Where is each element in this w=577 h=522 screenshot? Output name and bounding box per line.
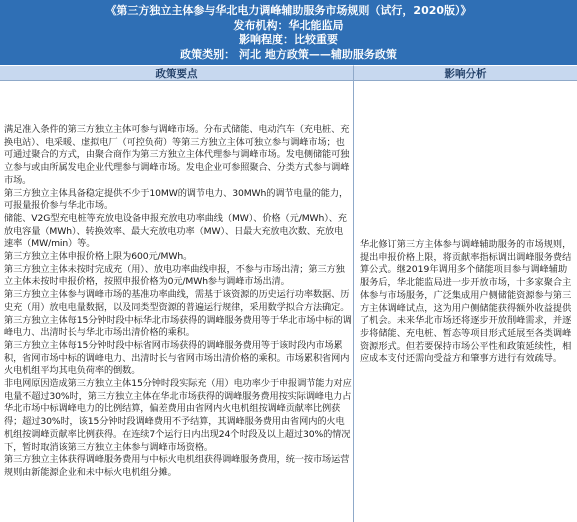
- policy-point: 第三方独立主体每15分钟时段中标省网市场获得的调峰服务费用等于该时段内市场累积，省网市场中标的调峰电力、出清时长与省网市场出清价格的乘积。市场累积省网内火电机组平均其电负荷率的倒数。: [4, 339, 350, 377]
- column-header-impact-analysis: 影响分析: [354, 65, 577, 81]
- issuer-line: 发布机构：华北能监局: [233, 18, 344, 32]
- policy-point: 非电网原因造成第三方独立主体15分钟时段实际充（用）电功率少于申报调节能力对应电量不超过30%时，第三方独立主体在华北市场获得的调峰服务费用按实际调峰电力占华北市场中标调峰电力的比例结算，偏差费用由省网内火电机组按调峰贡献率比例获得；超过30%时，该15分钟时段调峰费用不予结算，其调峰服务费用由省网内的火电机组按调峰贡献率比例获得。在连续7个运行日内出现24个时段及以上超过30%的情况下，暂时取消该第三方独立主体参与调峰市场资格。: [4, 378, 352, 453]
- policy-points-cell: [0, 81, 354, 522]
- policy-header: [0, 0, 577, 65]
- policy-category-line: 政策类别： 河北 地方政策——辅助服务政策: [180, 47, 397, 61]
- policy-points-text: [4, 124, 352, 480]
- policy-title: 《第三方独立主体参与华北电力调峰辅助服务市场规则（试行，2020版）》: [105, 4, 472, 17]
- policy-point: 第三方独立主体具备稳定提供不少于10MW的调节电力、30MWh的调节电量的能力，可报量报价参与华北市场。: [4, 187, 349, 212]
- policy-point: 第三方独立主体申报价格上限为600元/MWh。: [4, 251, 193, 263]
- policy-point: 第三方独立主体参与调峰市场的基准功率曲线，需基于该资源的历史运行功率数据、历史充（用）放电电量数据，以及同类型资源的普遍运行规律，采用数学拟合方法确定。: [4, 289, 350, 313]
- column-header-policy-points: 政策要点: [0, 65, 354, 81]
- policy-point: 储能、V2G型充电桩等充放电设备申报充放电功率曲线（MW）、价格（元/MWh）、充放电容量（MWh）、转换效率、最大充放电功率（MW）、日最大充放电次数、充放电速率（MW/min）等。: [4, 212, 347, 250]
- policy-point: 第三方独立主体获得调峰服务费用与中标火电机组获得调峰服务费用，统一按市场运营规则由新能源企业和未中标火电机组分摊。: [4, 454, 350, 478]
- policy-point: 第三方独立主体未按时完成充（用）、放电功率曲线申报，不参与市场出清；第三方独立主体未按时申报价格，按照申报价格为0元/MWh参与调峰市场出清。: [4, 263, 345, 288]
- policy-point: 第三方独立主体每15分钟时段中标华北市场获得的调峰服务费用等于华北市场中标的调峰电力、出清时长与华北市场出清价格的乘积。: [4, 314, 352, 339]
- impact-analysis-cell: [354, 81, 577, 522]
- policy-point: 满足准入条件的第三方独立主体可参与调峰市场。分布式储能、电动汽车（充电桩、充换电站）、电采暖、虚拟电厂（可控负荷）等第三方独立主体可独立参与调峰市场；也可通过聚合的方式，由聚合商作为第三方独立主体代理参与调峰市场。发电侧储能可独立参与或由所属发电企业代理参与调峰市场。发电企业可参照聚合、分类方式参与调峰市场。: [4, 124, 350, 186]
- impact-analysis-text: 华北修订第三方主体参与调峰辅助服务的市场规则，提出申报价格上限，将贡献率指标调出调峰服务费结算公式。继2019年调用多个储能项目参与调峰辅助服务后，华北能监局进一步开放市场，十多家聚合主体参与市场服务，广泛集成用户侧储能资源参与第三方主体调峰试点，这为用户侧储能获得额外收益提供了机会。未来华北市场还将逐步开放削峰需求，并逐步将储能、充电桩、暂态等项目形式延展至各类调峰资源形式。但若要保持市场公平性和政策延续性，相应成本支付还需向受益方和肇事方进行有效疏导。: [360, 239, 572, 365]
- impact-level-line: 影响程度：比较重要: [239, 33, 338, 46]
